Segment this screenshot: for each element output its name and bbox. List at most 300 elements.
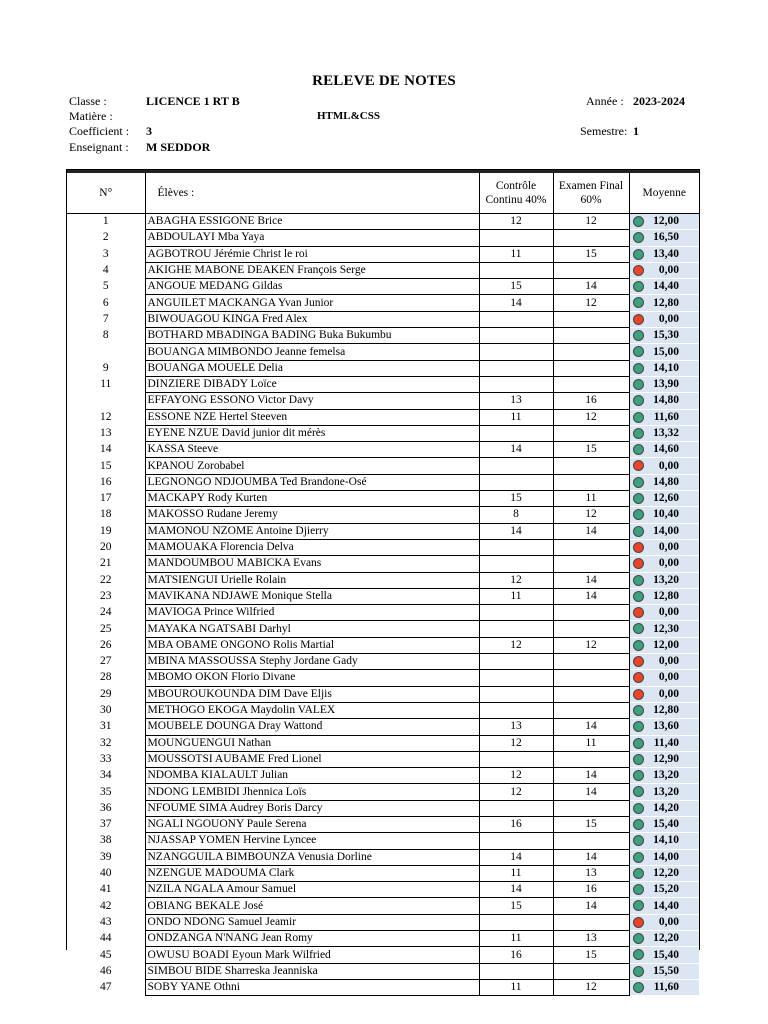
- table-row: [67, 262, 699, 278]
- row-number: 38: [67, 833, 145, 849]
- examen-final-grade: [553, 262, 629, 278]
- student-name: BOUANGA MIMBONDO Jeanne femelsa: [145, 344, 479, 360]
- row-number: 37: [67, 816, 145, 832]
- controle-continu-grade: [479, 654, 553, 670]
- moyenne-grade: 13,20: [629, 784, 699, 800]
- controle-continu-grade: [479, 262, 553, 278]
- moyenne-grade: 13,40: [629, 246, 699, 262]
- student-name: MAVIKANA NDJAWE Monique Stella: [145, 588, 479, 604]
- examen-final-grade: 15: [553, 246, 629, 262]
- enseignant-value: M SEDDOR: [146, 140, 211, 154]
- row-number: 34: [67, 768, 145, 784]
- student-name: OWUSU BOADI Eyoun Mark Wilfried: [145, 947, 479, 963]
- row-number: 32: [67, 735, 145, 751]
- controle-continu-grade: [479, 328, 553, 344]
- moyenne-grade: 15,40: [629, 816, 699, 832]
- controle-continu-grade: 12: [479, 735, 553, 751]
- examen-final-grade: [553, 833, 629, 849]
- pass-indicator-icon: [633, 949, 644, 960]
- examen-final-grade: [553, 230, 629, 246]
- fail-indicator-icon: [633, 656, 644, 667]
- controle-continu-grade: [479, 425, 553, 441]
- moyenne-grade: 0,00: [629, 539, 699, 555]
- examen-final-grade: 14: [553, 572, 629, 588]
- row-number: 13: [67, 425, 145, 441]
- fail-indicator-icon: [633, 558, 644, 569]
- controle-continu-grade: 11: [479, 931, 553, 947]
- student-name: MATSIENGUI Urielle Rolain: [145, 572, 479, 588]
- student-name: ONDZANGA N'NANG Jean Romy: [145, 931, 479, 947]
- controle-continu-grade: 12: [479, 637, 553, 653]
- table-row: [67, 654, 699, 670]
- student-name: MOUNGUENGUI Nathan: [145, 735, 479, 751]
- table-header-row: [67, 173, 699, 214]
- row-number: 14: [67, 442, 145, 458]
- controle-continu-grade: [479, 963, 553, 979]
- row-number: 27: [67, 654, 145, 670]
- pass-indicator-icon: [633, 379, 644, 390]
- header-controle-continu: Contrôle Continu 40%: [479, 173, 553, 214]
- table-row: [67, 474, 699, 490]
- moyenne-grade: 12,90: [629, 751, 699, 767]
- table-row: [67, 588, 699, 604]
- pass-indicator-icon: [633, 786, 644, 797]
- controle-continu-grade: [479, 458, 553, 474]
- moyenne-grade: 12,80: [629, 702, 699, 718]
- pass-indicator-icon: [633, 721, 644, 732]
- table-row: [67, 621, 699, 637]
- enseignant-label: Enseignant :: [69, 140, 129, 154]
- pass-indicator-icon: [633, 835, 644, 846]
- matiere-value: HTML&CSS: [317, 110, 380, 122]
- table-row: [67, 849, 699, 865]
- moyenne-grade: 0,00: [629, 914, 699, 930]
- header-examen-final: Examen Final 60%: [553, 173, 629, 214]
- examen-final-grade: 15: [553, 947, 629, 963]
- coefficient-label: Coefficient :: [69, 124, 130, 138]
- student-name: MAKOSSO Rudane Jeremy: [145, 507, 479, 523]
- controle-continu-grade: 11: [479, 588, 553, 604]
- examen-final-grade: [553, 702, 629, 718]
- pass-indicator-icon: [633, 346, 644, 357]
- examen-final-grade: 12: [553, 295, 629, 311]
- controle-continu-grade: 13: [479, 393, 553, 409]
- table-row: [67, 246, 699, 262]
- table-row: [67, 393, 699, 409]
- controle-continu-grade: 16: [479, 816, 553, 832]
- pass-indicator-icon: [633, 493, 644, 504]
- header-eleves: Élèves :: [145, 173, 479, 214]
- header-num: N°: [67, 173, 145, 214]
- examen-final-grade: 15: [553, 816, 629, 832]
- examen-final-grade: 14: [553, 784, 629, 800]
- pass-indicator-icon: [633, 575, 644, 586]
- controle-continu-grade: [479, 670, 553, 686]
- table-row: [67, 800, 699, 816]
- document-title: RELEVE DE NOTES: [312, 73, 456, 89]
- table-row: [67, 914, 699, 930]
- moyenne-grade: 0,00: [629, 686, 699, 702]
- row-number: 40: [67, 865, 145, 881]
- pass-indicator-icon: [633, 623, 644, 634]
- moyenne-grade: 14,80: [629, 393, 699, 409]
- controle-continu-grade: [479, 702, 553, 718]
- student-name: ABAGHA ESSIGONE Brice: [145, 214, 479, 230]
- controle-continu-grade: 12: [479, 784, 553, 800]
- controle-continu-grade: [479, 344, 553, 360]
- examen-final-grade: 11: [553, 735, 629, 751]
- pass-indicator-icon: [633, 884, 644, 895]
- table-row: [67, 328, 699, 344]
- pass-indicator-icon: [633, 591, 644, 602]
- row-number: 44: [67, 931, 145, 947]
- fail-indicator-icon: [633, 607, 644, 618]
- examen-final-grade: 12: [553, 979, 629, 995]
- pass-indicator-icon: [633, 640, 644, 651]
- moyenne-grade: 14,40: [629, 279, 699, 295]
- table-row: [67, 311, 699, 327]
- controle-continu-grade: [479, 376, 553, 392]
- examen-final-grade: [553, 963, 629, 979]
- student-name: NZANGGUILA BIMBOUNZA Venusia Dorline: [145, 849, 479, 865]
- student-name: NDOMBA KIALAULT Julian: [145, 768, 479, 784]
- moyenne-grade: 13,20: [629, 768, 699, 784]
- table-row: [67, 523, 699, 539]
- controle-continu-grade: 11: [479, 979, 553, 995]
- controle-continu-grade: 15: [479, 491, 553, 507]
- pass-indicator-icon: [633, 852, 644, 863]
- row-number: 16: [67, 474, 145, 490]
- examen-final-grade: [553, 751, 629, 767]
- student-name: METHOGO EKOGA Maydolin VALEX: [145, 702, 479, 718]
- examen-final-grade: 16: [553, 882, 629, 898]
- examen-final-grade: 13: [553, 931, 629, 947]
- controle-continu-grade: 12: [479, 768, 553, 784]
- moyenne-grade: 15,00: [629, 344, 699, 360]
- controle-continu-grade: [479, 914, 553, 930]
- row-number: 47: [67, 979, 145, 995]
- moyenne-grade: 12,80: [629, 295, 699, 311]
- moyenne-grade: 16,50: [629, 230, 699, 246]
- student-name: MACKAPY Rody Kurten: [145, 491, 479, 507]
- table-row: [67, 279, 699, 295]
- examen-final-grade: [553, 800, 629, 816]
- pass-indicator-icon: [633, 705, 644, 716]
- moyenne-grade: 14,20: [629, 800, 699, 816]
- pass-indicator-icon: [633, 428, 644, 439]
- examen-final-grade: [553, 605, 629, 621]
- row-number: 41: [67, 882, 145, 898]
- examen-final-grade: 15: [553, 442, 629, 458]
- row-number: 21: [67, 556, 145, 572]
- pass-indicator-icon: [633, 868, 644, 879]
- student-name: MAYAKA NGATSABI Darhyl: [145, 621, 479, 637]
- pass-indicator-icon: [633, 297, 644, 308]
- moyenne-grade: 11,40: [629, 735, 699, 751]
- moyenne-grade: 12,00: [629, 214, 699, 230]
- controle-continu-grade: [479, 539, 553, 555]
- moyenne-grade: 10,40: [629, 507, 699, 523]
- table-row: [67, 344, 699, 360]
- student-name: NGALI NGOUONY Paule Serena: [145, 816, 479, 832]
- examen-final-grade: [553, 458, 629, 474]
- examen-final-grade: 14: [553, 849, 629, 865]
- moyenne-grade: 0,00: [629, 262, 699, 278]
- controle-continu-grade: [479, 474, 553, 490]
- student-name: ESSONE NZE Hertel Steeven: [145, 409, 479, 425]
- moyenne-grade: 0,00: [629, 605, 699, 621]
- matiere-label: Matière :: [69, 109, 113, 123]
- row-number: 30: [67, 702, 145, 718]
- student-name: SOBY YANE Othni: [145, 979, 479, 995]
- student-name: MANDOUMBOU MABICKA Evans: [145, 556, 479, 572]
- controle-continu-grade: 14: [479, 442, 553, 458]
- row-number: 6: [67, 295, 145, 311]
- moyenne-grade: 11,60: [629, 409, 699, 425]
- table-row: [67, 947, 699, 963]
- row-number: 45: [67, 947, 145, 963]
- student-name: NZILA NGALA Amour Samuel: [145, 882, 479, 898]
- controle-continu-grade: 15: [479, 279, 553, 295]
- examen-final-grade: 13: [553, 865, 629, 881]
- examen-final-grade: [553, 344, 629, 360]
- moyenne-grade: 12,20: [629, 865, 699, 881]
- examen-final-grade: [553, 376, 629, 392]
- row-number: 23: [67, 588, 145, 604]
- controle-continu-grade: 14: [479, 849, 553, 865]
- moyenne-grade: 14,00: [629, 849, 699, 865]
- student-name: SIMBOU BIDE Sharreska Jeanniska: [145, 963, 479, 979]
- fail-indicator-icon: [633, 314, 644, 325]
- student-name: NJASSAP YOMEN Hervine Lyncee: [145, 833, 479, 849]
- examen-final-grade: [553, 556, 629, 572]
- grades-table: [67, 173, 699, 996]
- table-row: [67, 898, 699, 914]
- fail-indicator-icon: [633, 689, 644, 700]
- row-number: [67, 393, 145, 409]
- fail-indicator-icon: [633, 265, 644, 276]
- table-row: [67, 491, 699, 507]
- controle-continu-grade: [479, 621, 553, 637]
- moyenne-grade: 12,00: [629, 637, 699, 653]
- table-row: [67, 702, 699, 718]
- moyenne-grade: 13,60: [629, 719, 699, 735]
- examen-final-grade: [553, 654, 629, 670]
- controle-continu-grade: 8: [479, 507, 553, 523]
- coefficient-value: 3: [146, 124, 152, 138]
- row-number: 9: [67, 360, 145, 376]
- moyenne-grade: 13,90: [629, 376, 699, 392]
- pass-indicator-icon: [633, 754, 644, 765]
- pass-indicator-icon: [633, 770, 644, 781]
- controle-continu-grade: 11: [479, 409, 553, 425]
- table-row: [67, 230, 699, 246]
- row-number: [67, 344, 145, 360]
- controle-continu-grade: [479, 230, 553, 246]
- row-number: 20: [67, 539, 145, 555]
- examen-final-grade: 14: [553, 898, 629, 914]
- table-row: [67, 458, 699, 474]
- pass-indicator-icon: [633, 509, 644, 520]
- student-name: MOUSSOTSI AUBAME Fred Lionel: [145, 751, 479, 767]
- pass-indicator-icon: [633, 412, 644, 423]
- pass-indicator-icon: [633, 982, 644, 993]
- table-row: [67, 931, 699, 947]
- pass-indicator-icon: [633, 933, 644, 944]
- table-row: [67, 442, 699, 458]
- controle-continu-grade: 13: [479, 719, 553, 735]
- row-number: 15: [67, 458, 145, 474]
- table-row: [67, 735, 699, 751]
- pass-indicator-icon: [633, 363, 644, 374]
- examen-final-grade: 12: [553, 507, 629, 523]
- examen-final-grade: 12: [553, 214, 629, 230]
- student-name: MAMONOU NZOME Antoine Djierry: [145, 523, 479, 539]
- examen-final-grade: 14: [553, 279, 629, 295]
- table-row: [67, 686, 699, 702]
- controle-continu-grade: 11: [479, 246, 553, 262]
- student-name: ANGUILET MACKANGA Yvan Junior: [145, 295, 479, 311]
- examen-final-grade: 14: [553, 719, 629, 735]
- moyenne-grade: 15,50: [629, 963, 699, 979]
- table-row: [67, 882, 699, 898]
- moyenne-grade: 14,60: [629, 442, 699, 458]
- examen-final-grade: [553, 360, 629, 376]
- table-row: [67, 816, 699, 832]
- controle-continu-grade: 14: [479, 523, 553, 539]
- table-row: [67, 605, 699, 621]
- table-row: [67, 979, 699, 995]
- table-row: [67, 768, 699, 784]
- controle-continu-grade: 16: [479, 947, 553, 963]
- examen-final-grade: 12: [553, 637, 629, 653]
- row-number: 35: [67, 784, 145, 800]
- table-row: [67, 360, 699, 376]
- row-number: 31: [67, 719, 145, 735]
- pass-indicator-icon: [633, 330, 644, 341]
- student-name: OBIANG BEKALE José: [145, 898, 479, 914]
- pass-indicator-icon: [633, 232, 644, 243]
- row-number: 43: [67, 914, 145, 930]
- examen-final-grade: [553, 686, 629, 702]
- controle-continu-grade: [479, 833, 553, 849]
- controle-continu-grade: 14: [479, 295, 553, 311]
- row-number: 36: [67, 800, 145, 816]
- moyenne-grade: 12,20: [629, 931, 699, 947]
- annee-value: 2023-2024: [633, 94, 685, 108]
- moyenne-grade: 12,60: [629, 491, 699, 507]
- pass-indicator-icon: [633, 738, 644, 749]
- student-name: DINZIERE DIBADY Loïce: [145, 376, 479, 392]
- pass-indicator-icon: [633, 966, 644, 977]
- controle-continu-grade: [479, 686, 553, 702]
- examen-final-grade: [553, 539, 629, 555]
- table-row: [67, 719, 699, 735]
- table-row: [67, 670, 699, 686]
- moyenne-grade: 14,80: [629, 474, 699, 490]
- table-row: [67, 784, 699, 800]
- examen-final-grade: 12: [553, 409, 629, 425]
- table-row: [67, 963, 699, 979]
- student-name: NZENGUE MADOUMA Clark: [145, 865, 479, 881]
- student-name: MAVIOGA Prince Wilfried: [145, 605, 479, 621]
- examen-final-grade: [553, 425, 629, 441]
- student-name: MBA OBAME ONGONO Rolis Martial: [145, 637, 479, 653]
- table-row: [67, 376, 699, 392]
- moyenne-grade: 0,00: [629, 556, 699, 572]
- student-name: MAMOUAKA Florencia Delva: [145, 539, 479, 555]
- controle-continu-grade: 12: [479, 214, 553, 230]
- student-name: EFFAYONG ESSONO Victor Davy: [145, 393, 479, 409]
- student-name: MBOMO OKON Florio Divane: [145, 670, 479, 686]
- table-row: [67, 572, 699, 588]
- student-name: LEGNONGO NDJOUMBA Ted Brandone-Osé: [145, 474, 479, 490]
- row-number: 24: [67, 605, 145, 621]
- moyenne-grade: 0,00: [629, 654, 699, 670]
- student-name: ABDOULAYI Mba Yaya: [145, 230, 479, 246]
- row-number: 26: [67, 637, 145, 653]
- table-row: [67, 637, 699, 653]
- controle-continu-grade: [479, 556, 553, 572]
- row-number: 33: [67, 751, 145, 767]
- row-number: 22: [67, 572, 145, 588]
- row-number: 19: [67, 523, 145, 539]
- table-row: [67, 833, 699, 849]
- student-name: MBINA MASSOUSSA Stephy Jordane Gady: [145, 654, 479, 670]
- student-name: ANGOUE MEDANG Gildas: [145, 279, 479, 295]
- examen-final-grade: [553, 621, 629, 637]
- moyenne-grade: 11,60: [629, 979, 699, 995]
- examen-final-grade: [553, 914, 629, 930]
- row-number: 4: [67, 262, 145, 278]
- controle-continu-grade: [479, 311, 553, 327]
- table-row: [67, 425, 699, 441]
- row-number: 2: [67, 230, 145, 246]
- controle-continu-grade: 11: [479, 865, 553, 881]
- table-row: [67, 556, 699, 572]
- controle-continu-grade: 14: [479, 882, 553, 898]
- student-name: KPANOU Zorobabel: [145, 458, 479, 474]
- moyenne-grade: 13,32: [629, 425, 699, 441]
- examen-final-grade: [553, 328, 629, 344]
- classe-value: LICENCE 1 RT B: [146, 94, 240, 108]
- table-row: [67, 507, 699, 523]
- pass-indicator-icon: [633, 216, 644, 227]
- student-name: EYENE NZUE David junior dit mérès: [145, 425, 479, 441]
- moyenne-grade: 14,10: [629, 360, 699, 376]
- moyenne-grade: 15,40: [629, 947, 699, 963]
- moyenne-grade: 12,30: [629, 621, 699, 637]
- row-number: 46: [67, 963, 145, 979]
- table-row: [67, 539, 699, 555]
- student-name: AKIGHE MABONE DEAKEN François Serge: [145, 262, 479, 278]
- moyenne-grade: 15,30: [629, 328, 699, 344]
- examen-final-grade: [553, 474, 629, 490]
- controle-continu-grade: [479, 751, 553, 767]
- student-name: KASSA Steeve: [145, 442, 479, 458]
- row-number: 29: [67, 686, 145, 702]
- moyenne-grade: 14,40: [629, 898, 699, 914]
- moyenne-grade: 0,00: [629, 670, 699, 686]
- row-number: 28: [67, 670, 145, 686]
- student-name: BIWOUAGOU KINGA Fred Alex: [145, 311, 479, 327]
- pass-indicator-icon: [633, 281, 644, 292]
- table-row: [67, 214, 699, 230]
- controle-continu-grade: 15: [479, 898, 553, 914]
- row-number: 18: [67, 507, 145, 523]
- moyenne-grade: 15,20: [629, 882, 699, 898]
- student-name: AGBOTROU Jérémie Christ le roi: [145, 246, 479, 262]
